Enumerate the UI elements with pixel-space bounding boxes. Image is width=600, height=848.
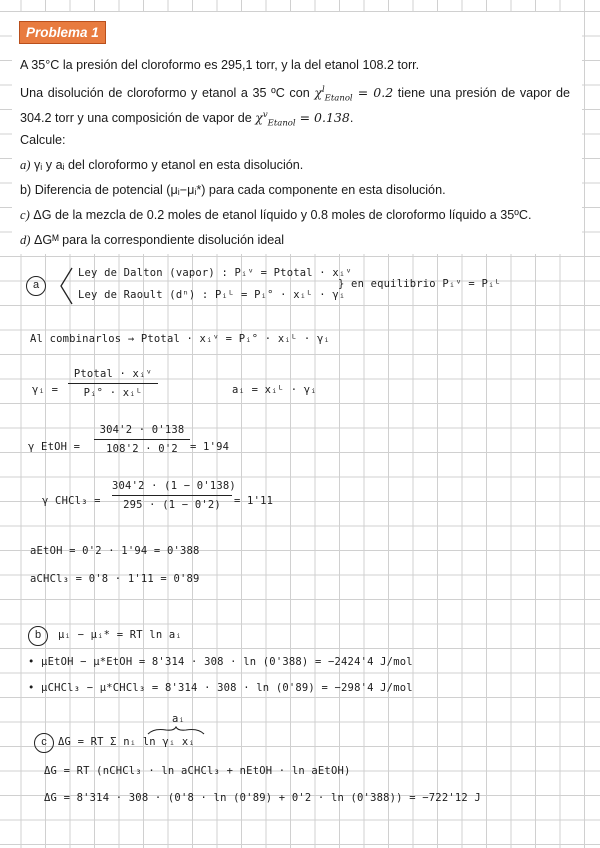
problem-line-2: Una disolución de cloroformo y etanol a 35 ºC con $\chi^l_{Etanol} = 0.2$ tiene una presión de vapor de — [20, 85, 571, 104]
gamma-etoh-result: = 1'94 — [190, 441, 230, 453]
gamma-etoh-fraction: 304'2 · 0'138 108'2 · 0'2 — [94, 424, 190, 455]
dalton-law: Ley de Dalton (vapor) : Pᵢᵛ = Ptotal · xᵢᵛ — [78, 267, 352, 279]
gibbs-result: ΔG = 8'314 · 308 · (0'8 · ln (0'89) + 0'2 · ln (0'388)) = −722'12 J — [44, 792, 481, 804]
potential-chcl3: • μCHCl₃ − μ*CHCl₃ = 8'314 · 308 · ln (0'89) = −298'4 J/mol — [28, 682, 413, 694]
problem-statement — [12, 12, 582, 254]
gamma-etoh-lhs: γ EtOH = — [28, 441, 81, 453]
problem-line-1: A 35°C la presión del cloroformo es 295,1 torr, y la del etanol 108.2 torr. — [20, 58, 420, 72]
gamma-chcl3-fraction: 304'2 · (1 − 0'138) 295 · (1 − 0'2) — [112, 480, 236, 511]
activity-definition: aᵢ = xᵢᴸ · γᵢ — [232, 384, 317, 396]
equilibrium-note: } en equilibrio Pᵢᵛ = Pᵢᴸ — [338, 278, 502, 290]
activity-overbrace-label: aᵢ — [172, 713, 186, 725]
question-b: b) Diferencia de potencial (μᵢ−μᵢ*) para cada componente en esta disolución. — [20, 183, 446, 197]
brace-left-icon — [58, 266, 74, 306]
problem-title: Problema 1 — [19, 21, 106, 44]
gibbs-expanded: ΔG = RT (nCHCl₃ · ln aCHCl₃ + nEtOH · ln aEtOH) — [44, 765, 351, 777]
activity-chcl3: aCHCl₃ = 0'8 · 1'11 = 0'89 — [30, 573, 200, 585]
gamma-chcl3-lhs: γ CHCl₃ = — [42, 495, 101, 507]
question-d: d) ΔGᴹ para la correspondiente disolución ideal — [20, 233, 285, 247]
chemical-potential-formula: μᵢ − μᵢ* = RT ln aᵢ — [58, 629, 182, 641]
part-b-marker: b — [28, 626, 48, 646]
gamma-chcl3-result: = 1'11 — [234, 495, 274, 507]
overbrace-icon — [146, 726, 206, 736]
gibbs-formula: ΔG = RT Σ nᵢ ln γᵢ xᵢ — [58, 736, 195, 748]
question-c: c) ΔG de la mezcla de 0.2 moles de etanol líquido y 0.8 moles de cloroformo líquido a 35ºC. — [20, 208, 532, 222]
potential-etoh: • μEtOH − μ*EtOH = 8'314 · 308 · ln (0'388) = −2424'4 J/mol — [28, 656, 413, 668]
raoult-law: Ley de Raoult (dⁿ) : Pᵢᴸ = Pᵢ° · xᵢᴸ · γᵢ — [78, 289, 346, 301]
part-a-marker: a — [26, 276, 46, 296]
gamma-lhs: γᵢ = — [32, 384, 59, 396]
combine-line: Al combinarlos → Ptotal · xᵢᵛ = Pᵢ° · xᵢᴸ · γᵢ — [30, 333, 330, 345]
problem-line-4: Calcule: — [20, 133, 66, 147]
part-c-marker: c — [34, 733, 54, 753]
question-a: a) γᵢ y aᵢ del cloroformo y etanol en esta disolución. — [20, 158, 304, 172]
gamma-fraction: Ptotal · xᵢᵛ Pᵢ° · xᵢᴸ — [68, 368, 158, 399]
activity-etoh: aEtOH = 0'2 · 1'94 = 0'388 — [30, 545, 200, 557]
problem-line-3: 304.2 torr y una composición de vapor de $\chi^v_{Etanol} = 0.138$. — [20, 110, 354, 129]
